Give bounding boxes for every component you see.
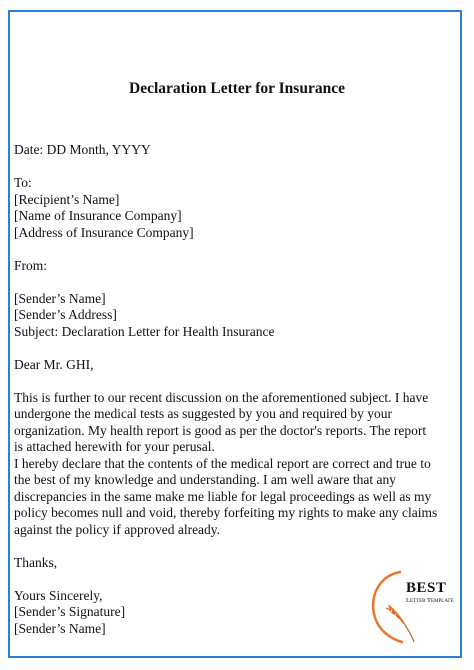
salutation: Dear Mr. GHI, [14, 356, 94, 372]
date-line: Date: DD Month, YYYY [14, 142, 151, 157]
paragraph-line: policy becomes null and void, thereby forfeiting my rights to make any claims [14, 505, 438, 520]
sender-name: [Sender’s Name] [14, 290, 106, 306]
paragraph-line: against the policy if approved already. [14, 521, 221, 537]
subject-line: Subject: Declaration Letter for Health Insurance [14, 323, 275, 339]
insurance-company-address: [Address of Insurance Company] [14, 224, 194, 240]
paragraph-line: undergone the medical tests as suggested by you and required by your [14, 406, 393, 421]
logo-word: BEST [406, 580, 447, 596]
best-letter-template-logo [366, 568, 456, 648]
insurance-company-name: [Name of Insurance Company] [14, 208, 182, 223]
paragraph-line: is attached herewith for your perusal. [14, 439, 215, 454]
paragraph-line: This is further to our recent discussion on the aforementioned subject. I have [14, 389, 429, 405]
paragraph-2 [14, 456, 444, 539]
paragraph-1 [14, 390, 444, 456]
paragraph-line: I hereby declare that the contents of the medical report are correct and true to [14, 455, 431, 471]
from-label: From: [14, 257, 48, 273]
to-label: To: [14, 175, 32, 190]
paragraph-line: organization. My health report is good as per the doctor's reports. The report [14, 422, 427, 438]
paragraph-line: the best of my knowledge and understanding. I am well aware that any [14, 472, 397, 487]
thanks-line: Thanks, [14, 554, 58, 570]
logo-tagline: Letter Template [406, 597, 454, 604]
paragraph-line: discrepancies in the same make me liable for legal proceedings as well as my [14, 488, 432, 504]
signature-line: [Sender’s Signature] [14, 604, 126, 619]
closing-line: Yours Sincerely, [14, 587, 103, 603]
document-title: Declaration Letter for Insurance [129, 80, 345, 97]
closing-sender-name: [Sender’s Name] [14, 620, 106, 636]
recipient-name: [Recipient’s Name] [14, 191, 120, 207]
letter-body [14, 142, 447, 637]
sender-address: [Sender’s Address] [14, 307, 117, 322]
